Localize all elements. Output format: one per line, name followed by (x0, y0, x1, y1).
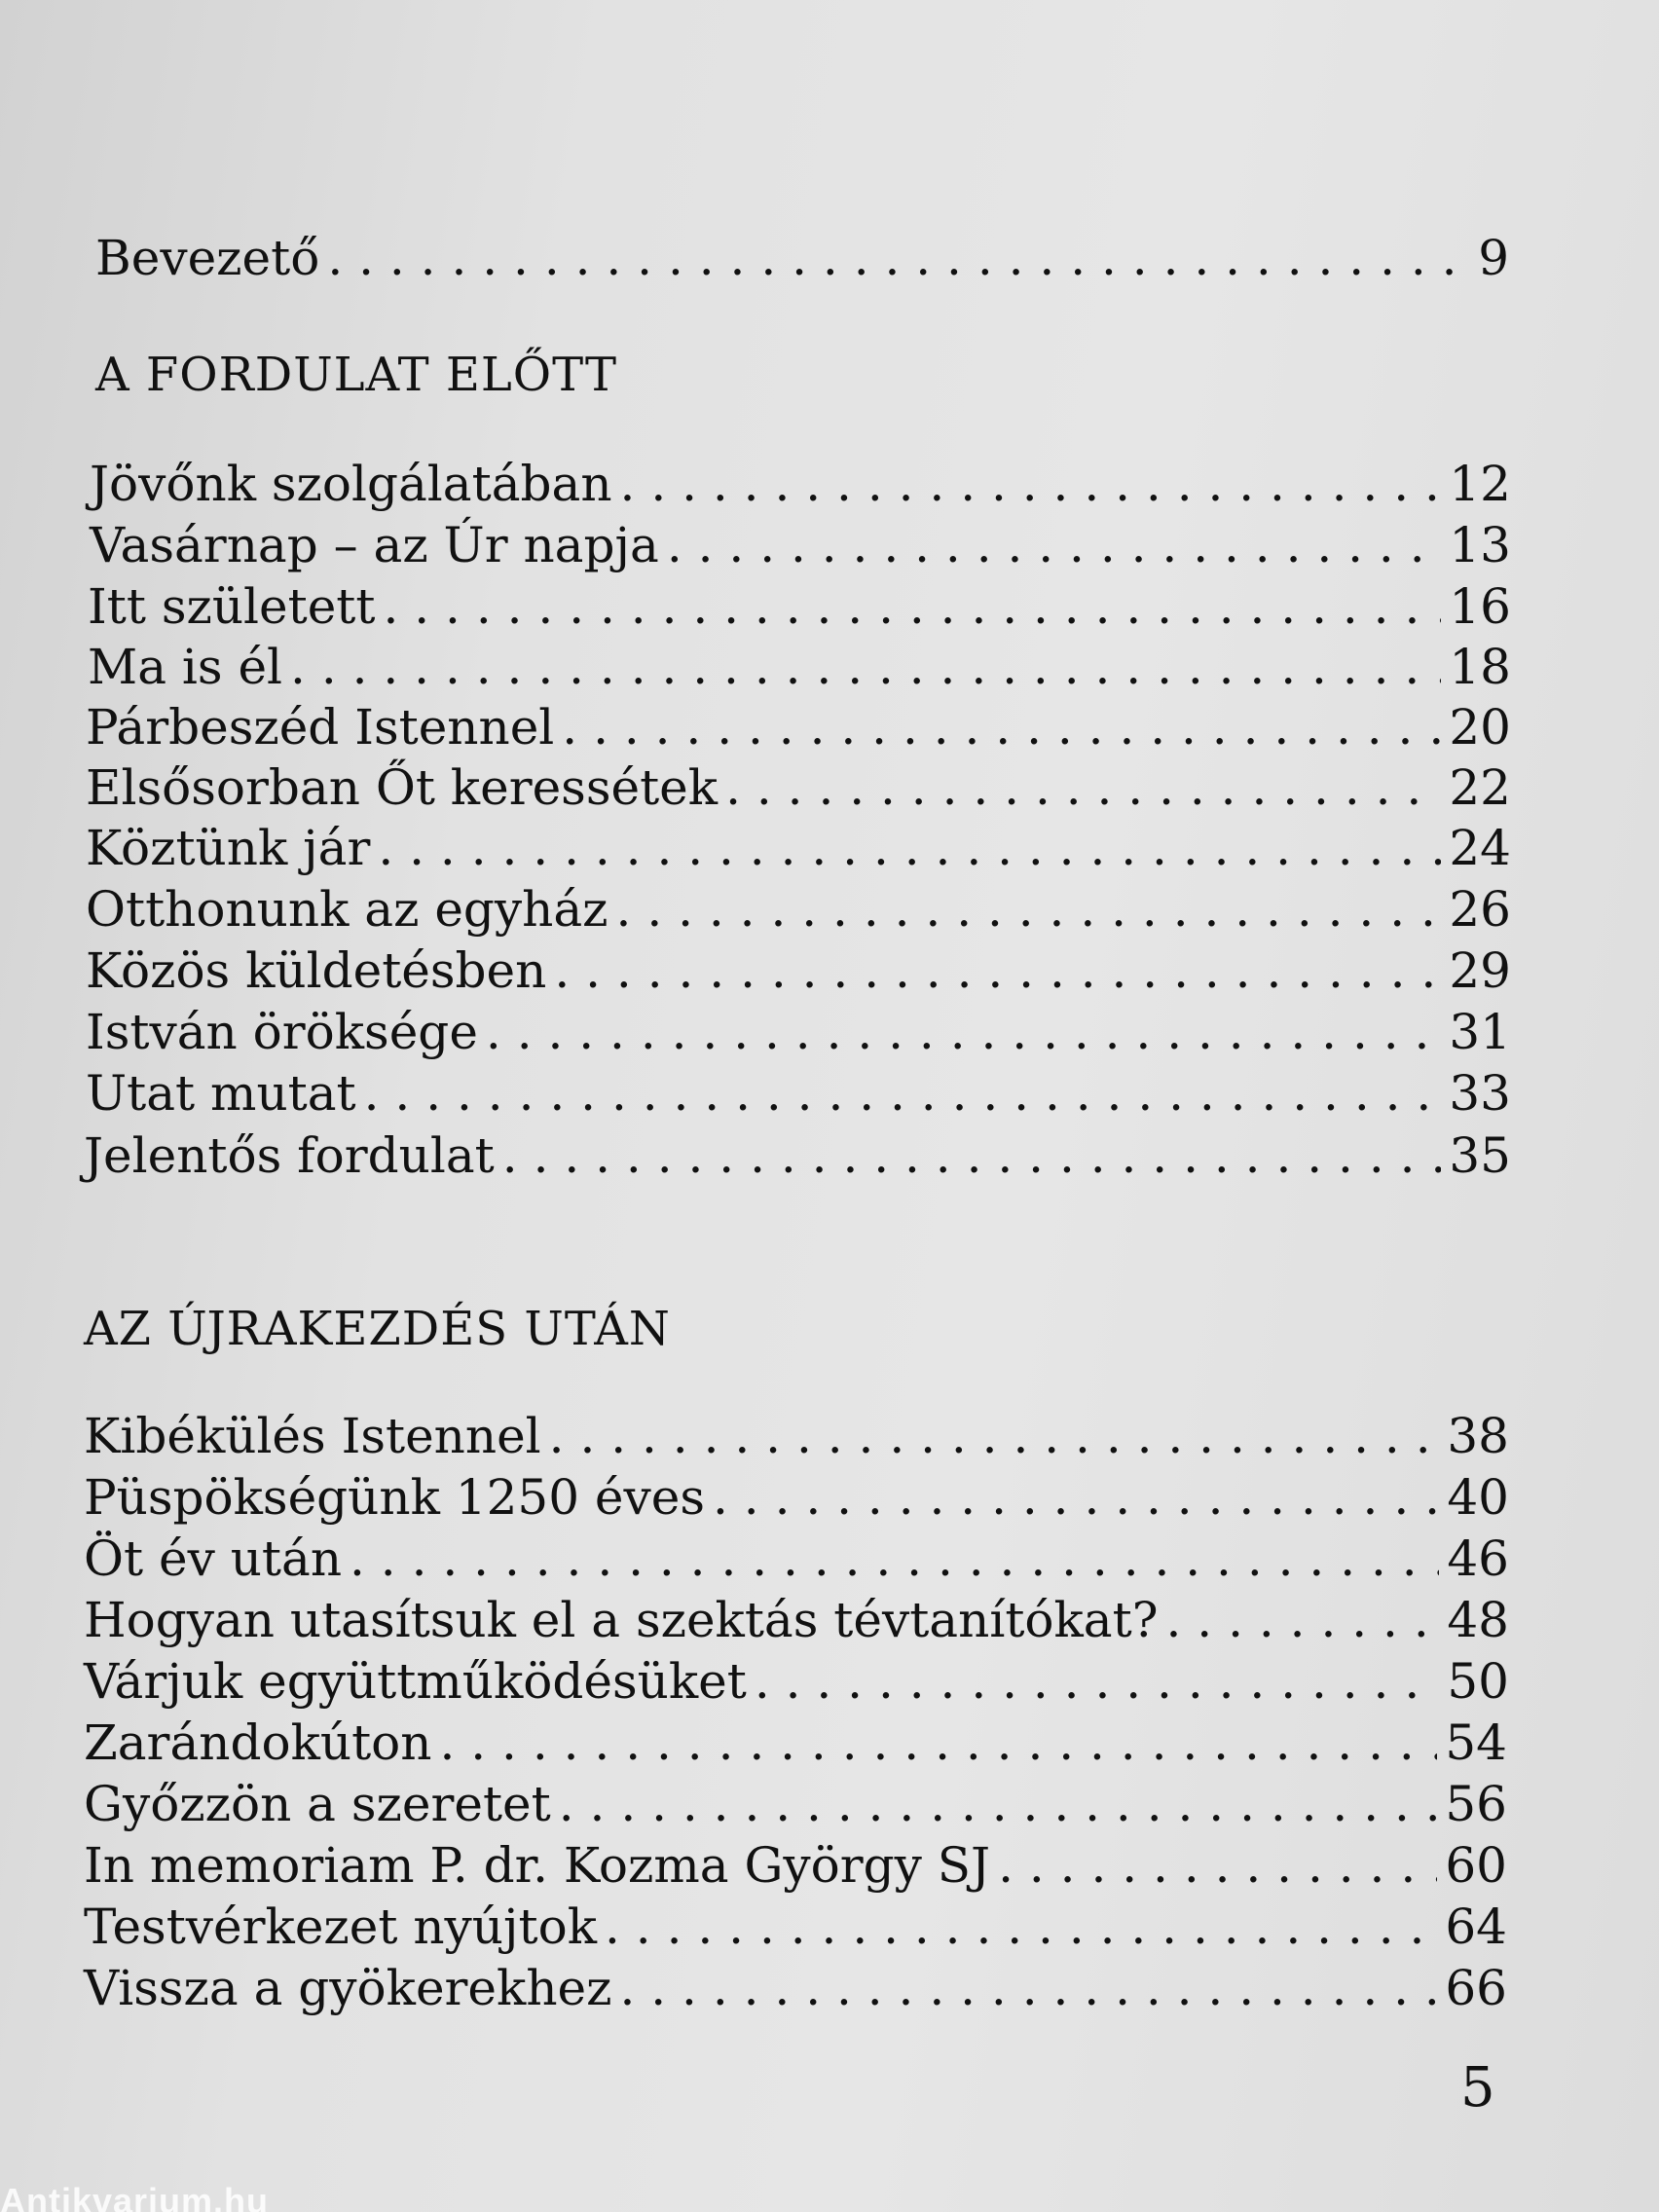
toc-entry-page: 33 (1449, 1065, 1511, 1122)
dot-leader (605, 1898, 1437, 1956)
toc-entry-page: 40 (1447, 1469, 1509, 1526)
toc-entry-page: 29 (1449, 942, 1511, 999)
dot-leader (350, 1530, 1439, 1588)
toc-entry-page: 18 (1449, 639, 1511, 695)
toc-entry-page: 66 (1445, 1960, 1507, 2016)
toc-entry-page: 26 (1449, 881, 1511, 938)
toc-entry-page: 20 (1449, 699, 1511, 756)
toc-entry-title: Itt született (88, 578, 376, 635)
toc-entry (86, 698, 1511, 756)
toc-entry (86, 941, 1511, 1000)
toc-entry-title: Köztünk jár (86, 820, 371, 876)
toc-entry-page: 31 (1449, 1004, 1511, 1060)
watermark: Antikvarium.hu (0, 2181, 270, 2212)
toc-entry-page: 46 (1447, 1530, 1509, 1587)
toc-entry-title: Vasárnap – az Úr napja (90, 517, 659, 573)
dot-leader (1166, 1591, 1440, 1649)
toc-entry-intro (95, 229, 1509, 287)
dot-leader (619, 1959, 1437, 2017)
toc-entry-page: 35 (1449, 1127, 1511, 1184)
toc-entry-title: Hogyan utasítsuk el a szektás tévtanítókat? (84, 1592, 1159, 1648)
toc-entry-page: 38 (1447, 1408, 1509, 1464)
toc-entry-title: Püspökségünk 1250 éves (84, 1469, 705, 1526)
dot-leader (439, 1714, 1437, 1772)
toc-entry-title: Párbeszéd Istennel (86, 699, 555, 756)
dot-leader (616, 880, 1442, 939)
toc-entry (84, 1468, 1509, 1527)
toc-entry (84, 1898, 1507, 1956)
toc-entry (84, 1407, 1509, 1465)
toc-entry-page: 50 (1447, 1653, 1509, 1710)
toc-entry (86, 758, 1511, 817)
toc-entry-title: Vissza a gyökerekhez (84, 1960, 612, 2016)
dot-leader (486, 1003, 1441, 1061)
toc-entry-title: Győzzön a szeretet (84, 1776, 551, 1832)
toc-entry-page: 54 (1445, 1714, 1507, 1771)
toc-entry (88, 577, 1511, 636)
toc-entry-title: Testvérkezet nyújtok (84, 1899, 598, 1955)
dot-leader (290, 638, 1441, 696)
toc-entry (86, 1064, 1511, 1123)
dot-leader (549, 1407, 1440, 1465)
toc-entry-page: 56 (1445, 1776, 1507, 1832)
toc-entry-page: 13 (1449, 517, 1511, 573)
section-heading-2: AZ ÚJRAKEZDÉS UTÁN (84, 1302, 671, 1356)
dot-leader (554, 941, 1441, 1000)
toc-entry (84, 1775, 1507, 1833)
toc-entry-title: In memoriam P. dr. Kozma György SJ (84, 1837, 991, 1894)
dot-leader (378, 819, 1441, 877)
toc-entry-title: Bevezető (95, 230, 320, 286)
section-heading-1: A FORDULAT ELŐTT (95, 348, 618, 402)
toc-entry-page: 60 (1445, 1837, 1507, 1894)
toc-entry-title: Várjuk együttműködésüket (84, 1653, 747, 1710)
toc-entry (86, 1003, 1511, 1061)
dot-leader (502, 1126, 1442, 1185)
toc-entry-page: 16 (1449, 578, 1511, 635)
toc-entry-page: 12 (1449, 456, 1511, 512)
toc-entry (86, 819, 1511, 877)
dot-leader (562, 698, 1441, 756)
dot-leader (667, 516, 1442, 574)
toc-entry-title: István öröksége (86, 1004, 478, 1060)
dot-leader (725, 758, 1441, 817)
toc-entry-title: Jelentős fordulat (84, 1127, 495, 1184)
page-number: 5 (1460, 2056, 1495, 2120)
toc-entry-title: Közös küldetésben (86, 942, 547, 999)
toc-entry (90, 455, 1511, 513)
toc-entry (84, 1714, 1507, 1772)
toc-entry-title: Jövőnk szolgálatában (90, 456, 612, 512)
toc-entry (88, 638, 1511, 696)
toc-entry (84, 1836, 1507, 1895)
toc-entry (84, 1652, 1509, 1711)
toc-entry-page: 22 (1449, 759, 1511, 816)
toc-entry (86, 880, 1511, 939)
toc-entry-page: 24 (1449, 820, 1511, 876)
toc-entry-title: Otthonunk az egyház (86, 881, 608, 938)
toc-entry-title: Zarándokúton (84, 1714, 432, 1771)
dot-leader (998, 1836, 1437, 1895)
dot-leader (620, 455, 1442, 513)
dot-leader (327, 229, 1470, 287)
toc-entry-title: Elsősorban Őt keressétek (86, 759, 719, 816)
dot-leader (383, 577, 1441, 636)
dot-leader (755, 1652, 1440, 1711)
toc-entry-page: 64 (1445, 1899, 1507, 1955)
dot-leader (559, 1775, 1438, 1833)
toc-entry-page: 48 (1447, 1592, 1509, 1648)
toc-entry-title: Ma is él (88, 639, 283, 695)
toc-entry (84, 1126, 1511, 1185)
toc-entry (84, 1959, 1507, 2017)
dot-leader (713, 1468, 1439, 1527)
toc-entry-title: Utat mutat (86, 1065, 356, 1122)
toc-entry (90, 516, 1511, 574)
toc-entry (84, 1591, 1509, 1649)
toc-entry-title: Kibékülés Istennel (84, 1408, 541, 1464)
toc-entry (84, 1530, 1509, 1588)
dot-leader (364, 1064, 1442, 1123)
toc-entry-page: 9 (1478, 230, 1509, 286)
toc-entry-title: Öt év után (84, 1530, 343, 1587)
